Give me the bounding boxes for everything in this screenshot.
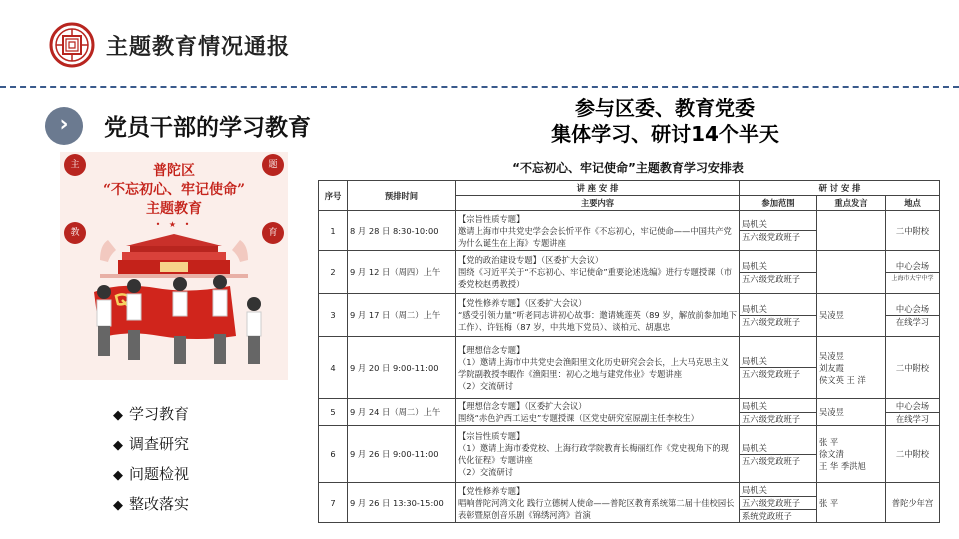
place-item: 上海市大宁中学 — [891, 274, 934, 282]
speaker-line: 吴凌昱 — [819, 350, 844, 361]
list-item: ◆ 调查研究 — [113, 435, 190, 453]
content-line: 唱响普陀河湾文化 践行立德树人使命——普陀区教育系统第二届十佳校园长表彰暨原创音乐剧《锦绣河湾》首演 — [458, 497, 735, 520]
cell-speaker — [817, 251, 886, 294]
scope-item: 局机关 — [740, 303, 816, 316]
place-item: 中心会场 — [886, 400, 939, 413]
content-line: 【党的政治建设专题】（区委扩大会议） — [458, 255, 604, 265]
col-header-speaker: 重点发言 — [817, 196, 886, 211]
scope-item: 局机关 — [740, 218, 816, 231]
cell-no: 4 — [319, 337, 348, 399]
content-line: 围绕《习近平关于“不忘初心、牢记使命”重要论述选编》进行专题授课（市委党校赵勇教授） — [458, 267, 733, 289]
table-row — [319, 483, 940, 523]
bullet-list — [113, 400, 189, 520]
poster-title — [60, 162, 288, 219]
scope-item: 五六级党政班子 — [742, 369, 801, 379]
cell-content — [456, 211, 740, 251]
speaker-line: 吴凌昱 — [819, 407, 844, 417]
cell-content — [456, 426, 740, 483]
col-header-scope: 参加范围 — [740, 196, 817, 211]
scope-item: 局机关 — [740, 400, 816, 413]
cell-scope — [740, 211, 817, 251]
seal-logo-icon — [49, 22, 95, 68]
table-row — [319, 337, 940, 399]
headline-line-2: 集体学习、研讨14个半天 — [551, 122, 779, 146]
speaker-line: 吴凌昱 — [819, 310, 844, 320]
poster-corner-bl: 教 — [64, 222, 86, 244]
cell-time: 9 月 24 日（周二）上午 — [348, 399, 456, 426]
speaker-line: 刘友霞 — [819, 362, 844, 373]
content-line: （1）邀请上海市中共党史会渔阳里文化历史研究会会长，上大马克思主义学院副教授李暇作《渔阳里：初心之地与建党伟业》专题讲座 — [458, 356, 729, 379]
cell-place — [886, 251, 940, 294]
cell-no: 3 — [319, 294, 348, 337]
content-line: 【宗旨性质专题】 — [458, 213, 525, 224]
content-line: 围绕“赤色沪西工运史”专题授课（区党史研究室原副主任李校生） — [458, 413, 699, 423]
cell-speaker — [817, 399, 886, 426]
place-item: 二中附校 — [895, 225, 930, 236]
cell-no: 1 — [319, 211, 348, 251]
speaker-line: 张 平 — [819, 437, 839, 447]
scope-item: 局机关 — [740, 484, 816, 497]
poster-corner-tl: 主 — [64, 154, 86, 176]
table-row — [319, 294, 940, 337]
cell-time: 9 月 26 日 9:00-11:00 — [348, 426, 456, 483]
scope-item: 五六级党政班子 — [740, 497, 816, 510]
place-item: 二中附校 — [895, 449, 930, 459]
cell-time: 9 月 12 日（周四）上午 — [348, 251, 456, 294]
speaker-line: 张 平 — [819, 497, 839, 508]
poster-line-2: “不忘初心、牢记使命” — [102, 182, 246, 198]
place-item: 在线学习 — [895, 413, 930, 424]
cell-speaker — [817, 483, 886, 523]
cell-time: 8 月 28 日 8:30-10:00 — [348, 211, 456, 251]
content-line: 【宗旨性质专题】 — [458, 431, 525, 441]
table-body — [319, 211, 940, 523]
poster-line-3: 主题教育 — [146, 201, 202, 217]
content-line: 邀请上海市中共党史学会会长忻平作《不忘初心，牢记使命——中国共产党为什么诞生在上海》专题讲座 — [458, 225, 732, 248]
content-line: （2）交流研讨 — [458, 380, 514, 391]
poster-corner-br: 育 — [262, 222, 284, 244]
schedule-table — [318, 180, 940, 523]
scope-item: 五六级党政班子 — [742, 232, 801, 242]
table-title: “不忘初心、牢记使命”主题教育学习安排表 — [512, 161, 744, 175]
cell-speaker — [817, 337, 886, 399]
header-divider — [0, 86, 959, 88]
cell-place — [886, 337, 940, 399]
cell-content — [456, 399, 740, 426]
cell-scope — [740, 483, 817, 523]
cell-scope — [740, 337, 817, 399]
cell-content — [456, 294, 740, 337]
cell-place — [886, 399, 940, 426]
diamond-bullet-icon: ◆ — [113, 438, 123, 453]
cell-place — [886, 426, 940, 483]
scope-item: 五六级党政班子 — [742, 413, 801, 424]
col-header-content: 主要内容 — [456, 196, 740, 211]
cell-content — [456, 337, 740, 399]
cell-content — [456, 483, 740, 523]
place-item: 二中附校 — [895, 362, 930, 373]
theme-education-poster — [60, 152, 288, 380]
cell-no: 2 — [319, 251, 348, 294]
place-item: 中心会场 — [886, 260, 939, 273]
headline-line-1: 参与区委、教育党委 — [575, 96, 755, 120]
cell-no: 6 — [319, 426, 348, 483]
place-item: 中心会场 — [886, 303, 939, 316]
cell-place — [886, 483, 940, 523]
chevron-right-icon: › — [45, 107, 83, 145]
table-row — [319, 426, 940, 483]
section-title: 党员干部的学习教育 — [104, 115, 311, 141]
table-row — [319, 251, 940, 294]
scope-item: 系统党政班子 — [742, 510, 792, 521]
list-item: ◆ 整改落实 — [113, 495, 190, 513]
scope-item: 五六级党政班子 — [742, 316, 801, 327]
speaker-line: 侯文英 王 洋 — [819, 374, 866, 385]
cell-time: 9 月 20 日 9:00-11:00 — [348, 337, 456, 399]
list-item: ◆ 学习教育 — [113, 405, 190, 423]
content-line: 【理想信念专题】 — [458, 344, 525, 355]
table-header-row — [319, 181, 940, 196]
page-title: 主题教育情况通报 — [106, 35, 291, 60]
cell-no: 5 — [319, 399, 348, 426]
speaker-line: 徐文清 — [819, 449, 844, 459]
content-line: 【党性修养专题】 — [458, 485, 525, 496]
poster-line-1: 普陀区 — [153, 163, 195, 179]
content-line: “感受引领力量”听老同志讲初心故事：邀请姚莲英（89 岁，解放前参加地下工作）、许钰梅（87 岁，中共地下党员）、谈柏元、胡惠忠 — [458, 310, 737, 332]
content-line: （2）交流研讨 — [458, 467, 514, 477]
diamond-bullet-icon: ◆ — [113, 408, 123, 423]
content-line: 【理想信念专题】（区委扩大会议） — [458, 401, 587, 411]
table-row — [319, 399, 940, 426]
scope-item: 局机关 — [740, 442, 816, 455]
place-item: 在线学习 — [895, 316, 930, 327]
cell-place — [886, 294, 940, 337]
diamond-bullet-icon: ◆ — [113, 468, 123, 483]
cell-speaker — [817, 426, 886, 483]
cell-speaker — [817, 294, 886, 337]
poster-corner-tr: 题 — [262, 154, 284, 176]
cell-place — [886, 211, 940, 251]
poster-dots: • ★ • — [155, 220, 193, 229]
scope-item: 五六级党政班子 — [742, 273, 801, 284]
cell-scope — [740, 399, 817, 426]
table-row — [319, 211, 940, 251]
cell-scope — [740, 426, 817, 483]
poster-illustration — [60, 230, 288, 380]
speaker-line: 王 华 季洪旭 — [819, 461, 866, 471]
content-line: 【党性修养专题】（区委扩大会议） — [458, 298, 587, 308]
cell-time: 9 月 26 日 13:30-15:00 — [348, 483, 456, 523]
cell-time: 9 月 17 日（周二）上午 — [348, 294, 456, 337]
col-header-time: 预排时间 — [348, 181, 456, 211]
content-line: （1）邀请上海市委党校、上海行政学院教育长梅丽红作《党史视角下的现代化征程》专题讲座 — [458, 443, 729, 465]
col-header-place: 地点 — [886, 196, 940, 211]
cell-scope — [740, 251, 817, 294]
scope-item: 局机关 — [740, 260, 816, 273]
scope-item: 五六级党政班子 — [742, 455, 801, 466]
col-header-no: 序号 — [319, 181, 348, 211]
diamond-bullet-icon: ◆ — [113, 498, 123, 513]
cell-no: 7 — [319, 483, 348, 523]
scope-item: 局机关 — [740, 355, 816, 368]
cell-speaker — [817, 211, 886, 251]
page-header — [0, 0, 959, 86]
col-header-seminar: 研 讨 安 排 — [740, 181, 940, 196]
place-item: 普陀少年宫 — [891, 497, 934, 508]
col-header-lecture: 讲 座 安 排 — [456, 181, 740, 196]
cell-scope — [740, 294, 817, 337]
cell-content — [456, 251, 740, 294]
headline — [505, 95, 825, 147]
list-item: ◆ 问题检视 — [113, 465, 190, 483]
